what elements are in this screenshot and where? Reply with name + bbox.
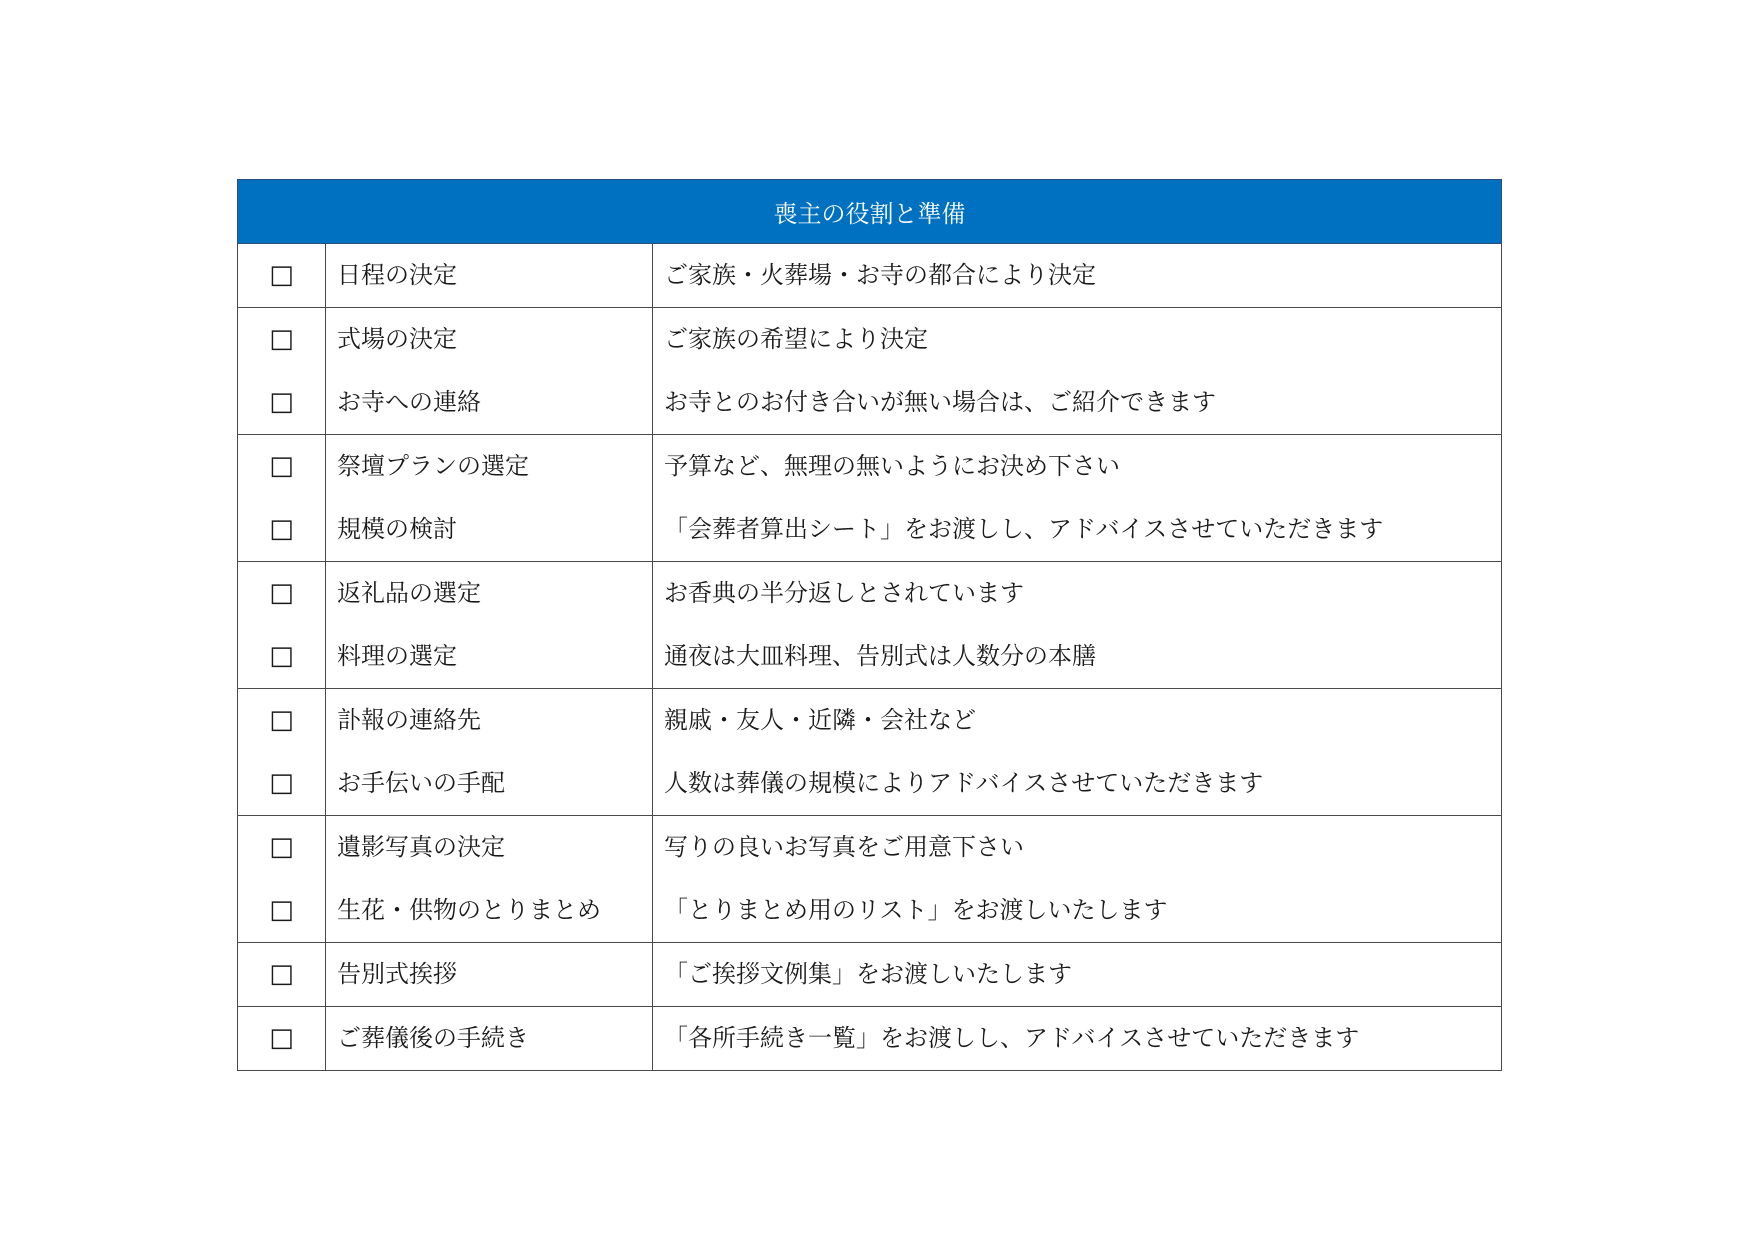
- checklist-table: [237, 179, 1502, 1071]
- task-note: 写りの良いお写真をご用意下さい: [664, 833, 1024, 861]
- checkbox[interactable]: □: [269, 641, 294, 671]
- note-cell: [653, 943, 1502, 1007]
- checkbox-cell: [238, 435, 326, 562]
- task-note: お寺とのお付き合いが無い場合は、ご紹介できます: [664, 388, 1216, 416]
- item-cell: [326, 689, 653, 816]
- item-cell: [326, 816, 653, 943]
- checkbox[interactable]: □: [269, 895, 294, 925]
- checkbox[interactable]: □: [269, 260, 294, 290]
- item-cell: [326, 943, 653, 1007]
- table-row: [238, 244, 1502, 308]
- table-row: [238, 689, 1502, 816]
- note-cell: [653, 435, 1502, 562]
- task-label: 式場の決定: [337, 325, 457, 353]
- checkbox-cell: [238, 943, 326, 1007]
- task-label: 生花・供物のとりまとめ: [337, 896, 601, 924]
- task-note: 人数は葬儀の規模によりアドバイスさせていただきます: [664, 769, 1264, 797]
- checkbox[interactable]: □: [269, 768, 294, 798]
- task-note: 「各所手続き一覧」をお渡しし、アドバイスさせていただきます: [664, 1024, 1360, 1052]
- note-cell: [653, 562, 1502, 689]
- checkbox-cell: [238, 244, 326, 308]
- note-cell: [653, 816, 1502, 943]
- item-cell: [326, 1007, 653, 1071]
- checkbox[interactable]: □: [269, 324, 294, 354]
- table-row: [238, 435, 1502, 562]
- item-cell: [326, 244, 653, 308]
- task-note: 親戚・友人・近隣・会社など: [664, 706, 976, 734]
- checkbox[interactable]: □: [269, 832, 294, 862]
- task-note: お香典の半分返しとされています: [664, 579, 1024, 607]
- item-cell: [326, 562, 653, 689]
- task-note: 通夜は大皿料理、告別式は人数分の本膳: [664, 642, 1096, 670]
- note-cell: [653, 244, 1502, 308]
- task-label: 祭壇プランの選定: [337, 452, 529, 480]
- checkbox[interactable]: □: [269, 705, 294, 735]
- checkbox-cell: [238, 562, 326, 689]
- task-label: 訃報の連絡先: [337, 706, 481, 734]
- table-row: [238, 562, 1502, 689]
- table-row: [238, 308, 1502, 435]
- table-body: [238, 244, 1502, 1071]
- checkbox[interactable]: □: [269, 451, 294, 481]
- task-label: ご葬儀後の手続き: [337, 1024, 529, 1052]
- checkbox-cell: [238, 1007, 326, 1071]
- task-label: 告別式挨拶: [337, 960, 457, 988]
- item-cell: [326, 308, 653, 435]
- table-row: [238, 816, 1502, 943]
- note-cell: [653, 1007, 1502, 1071]
- table-row: [238, 943, 1502, 1007]
- task-note: 予算など、無理の無いようにお決め下さい: [664, 452, 1120, 480]
- task-note: 「会葬者算出シート」をお渡しし、アドバイスさせていただきます: [664, 515, 1384, 543]
- item-cell: [326, 435, 653, 562]
- checkbox[interactable]: □: [269, 387, 294, 417]
- checkbox[interactable]: □: [269, 514, 294, 544]
- note-cell: [653, 689, 1502, 816]
- task-note: ご家族・火葬場・お寺の都合により決定: [664, 261, 1096, 289]
- task-note: 「ご挨拶文例集」をお渡しいたします: [664, 960, 1072, 988]
- task-label: お手伝いの手配: [337, 769, 505, 797]
- table-row: [238, 1007, 1502, 1071]
- task-label: 返礼品の選定: [337, 579, 481, 607]
- table-title: 喪主の役割と準備: [238, 180, 1502, 244]
- task-note: 「とりまとめ用のリスト」をお渡しいたします: [664, 896, 1168, 924]
- checkbox[interactable]: □: [269, 578, 294, 608]
- checkbox[interactable]: □: [269, 959, 294, 989]
- checkbox[interactable]: □: [269, 1023, 294, 1053]
- task-label: お寺への連絡: [337, 388, 481, 416]
- checkbox-cell: [238, 816, 326, 943]
- task-label: 規模の検討: [337, 515, 457, 543]
- task-label: 料理の選定: [337, 642, 457, 670]
- task-label: 遺影写真の決定: [337, 833, 505, 861]
- checkbox-cell: [238, 689, 326, 816]
- checkbox-cell: [238, 308, 326, 435]
- task-label: 日程の決定: [337, 261, 457, 289]
- task-note: ご家族の希望により決定: [664, 325, 928, 353]
- note-cell: [653, 308, 1502, 435]
